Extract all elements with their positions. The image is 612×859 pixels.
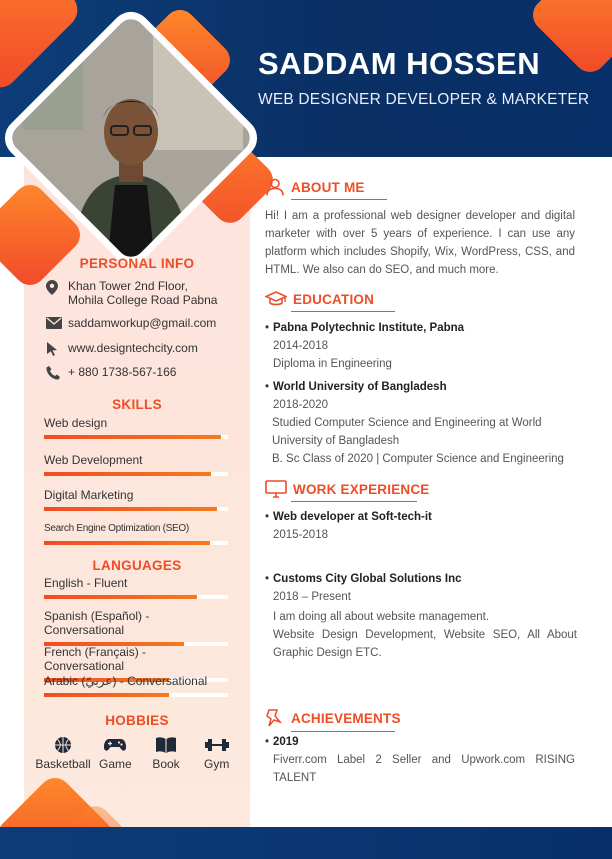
work-item [265,508,577,544]
skill-item [44,453,228,476]
education-years: 2018-2020 [273,399,328,411]
school-name: • World University of Bangladesh [265,378,577,396]
envelope-icon [46,316,68,329]
skill-bar-fill [44,472,211,476]
skill-label: Search Engine Optimization (SEO) [44,523,189,534]
address-line: Mohila College Road Pabna [68,293,218,307]
skill-bar-fill [44,507,217,511]
personal-info-heading: PERSONAL INFO [79,256,195,271]
language-item [44,576,228,599]
education-years: 2014-2018 [273,340,328,352]
hobbies-heading: HOBBIES [105,713,169,728]
skill-label: Web design [44,416,108,430]
heading-underline [291,501,417,503]
skill-label: Web Development [44,453,143,467]
language-bar-fill [44,693,169,697]
hobby-item [141,736,192,771]
dumbbell-icon [204,736,230,754]
skill-item [44,488,228,511]
achievements-title: ACHIEVEMENTS [291,710,401,726]
work-years: 2018 – Present [273,591,352,603]
hobby-item [36,736,90,771]
languages-heading: LANGUAGES [92,558,182,573]
school-name: • Pabna Polytechnic Institute, Pabna [265,319,577,337]
language-label: Arabic (عربيّ) - Conversational [44,674,208,688]
award-pin-icon [265,708,285,728]
education-section-heading [265,290,374,308]
footer-bar [0,827,612,859]
website-row [46,341,198,356]
education-detail: Studied Computer Science and Engineering at World University of Bangladesh [272,417,542,447]
job-title: WEB DESIGNER DEVELOPER & MARKETER [258,91,590,108]
work-years: 2015-2018 [273,529,328,541]
graduation-cap-icon [265,290,287,308]
work-role: • Web developer at Soft-tech-it [265,508,577,526]
email-link[interactable]: saddamworkup@gmail.com [68,316,217,330]
work-role: • Customs City Global Solutions Inc [265,570,577,588]
hobby-label: Book [152,757,180,771]
address-row [46,279,217,307]
about-title: ABOUT ME [291,179,365,195]
language-item [44,609,228,646]
skill-bar [44,435,228,439]
language-label: French (Français) - Conversational [44,645,147,673]
work-description: I am doing all about website management. [273,611,490,623]
about-text: Hi! I am a professional web designer developer and digital marketer with over 5 years of experience. I can use any platform which includes Shopify, Wix, WordPress, CSS, and HTML. We also can do SEO, and much more. [265,210,575,276]
work-section-heading [265,480,430,498]
degree: B. Sc Class of 2020 | Computer Science and Engineering [272,453,564,465]
gamepad-icon [103,736,127,754]
website-link[interactable]: www.designtechcity.com [68,341,198,355]
language-label: Spanish (Español) - Conversational [44,609,150,637]
page-title: SADDAM HOSSEN [258,46,541,81]
basketball-icon [54,736,72,754]
language-item [44,674,228,697]
skill-bar [44,541,228,545]
user-icon [265,178,285,196]
hobby-label: Gym [204,757,230,771]
phone-row [46,365,176,380]
skill-bar-fill [44,541,210,545]
skill-bar [44,507,228,511]
language-label: English - Fluent [44,576,128,590]
heading-underline [291,311,395,313]
hobby-label: Game [98,757,132,771]
hobbies-list [36,736,242,771]
degree: Diploma in Engineering [273,358,392,370]
achievement-item [265,733,575,787]
hobby-item [90,736,141,771]
phone-icon [46,365,68,380]
skill-item [44,416,228,439]
heading-underline [291,199,387,201]
skill-bar-fill [44,435,221,439]
language-bar-fill [44,595,197,599]
education-title: EDUCATION [293,291,375,307]
achievements-section-heading [265,708,401,728]
book-icon [155,736,177,754]
skill-item [44,523,228,545]
skill-label: Digital Marketing [44,488,134,502]
email-row [46,316,216,330]
achievement-year: • 2019 [265,733,575,751]
language-bar [44,595,228,599]
cursor-arrow-icon [46,341,68,356]
skills-heading: SKILLS [112,397,162,412]
monitor-icon [265,480,287,498]
education-item [265,319,577,373]
location-pin-icon [46,279,68,295]
about-section-heading [265,178,365,196]
work-description: Website Design Development, Website SEO, All About Graphic Design ETC. [273,629,577,659]
language-bar [44,693,228,697]
work-title: WORK EXPERIENCE [293,481,430,497]
education-item [265,378,577,468]
hobby-item [191,736,242,771]
address-line: Khan Tower 2nd Floor, [68,279,188,293]
hobby-label: Basketball [35,757,91,771]
phone-number: + 880 1738-567-166 [68,365,177,379]
achievement-text: Fiverr.com Label 2 Seller and Upwork.com RISING TALENT [273,754,575,784]
heading-underline [291,731,395,733]
skill-bar [44,472,228,476]
work-item [265,570,577,662]
